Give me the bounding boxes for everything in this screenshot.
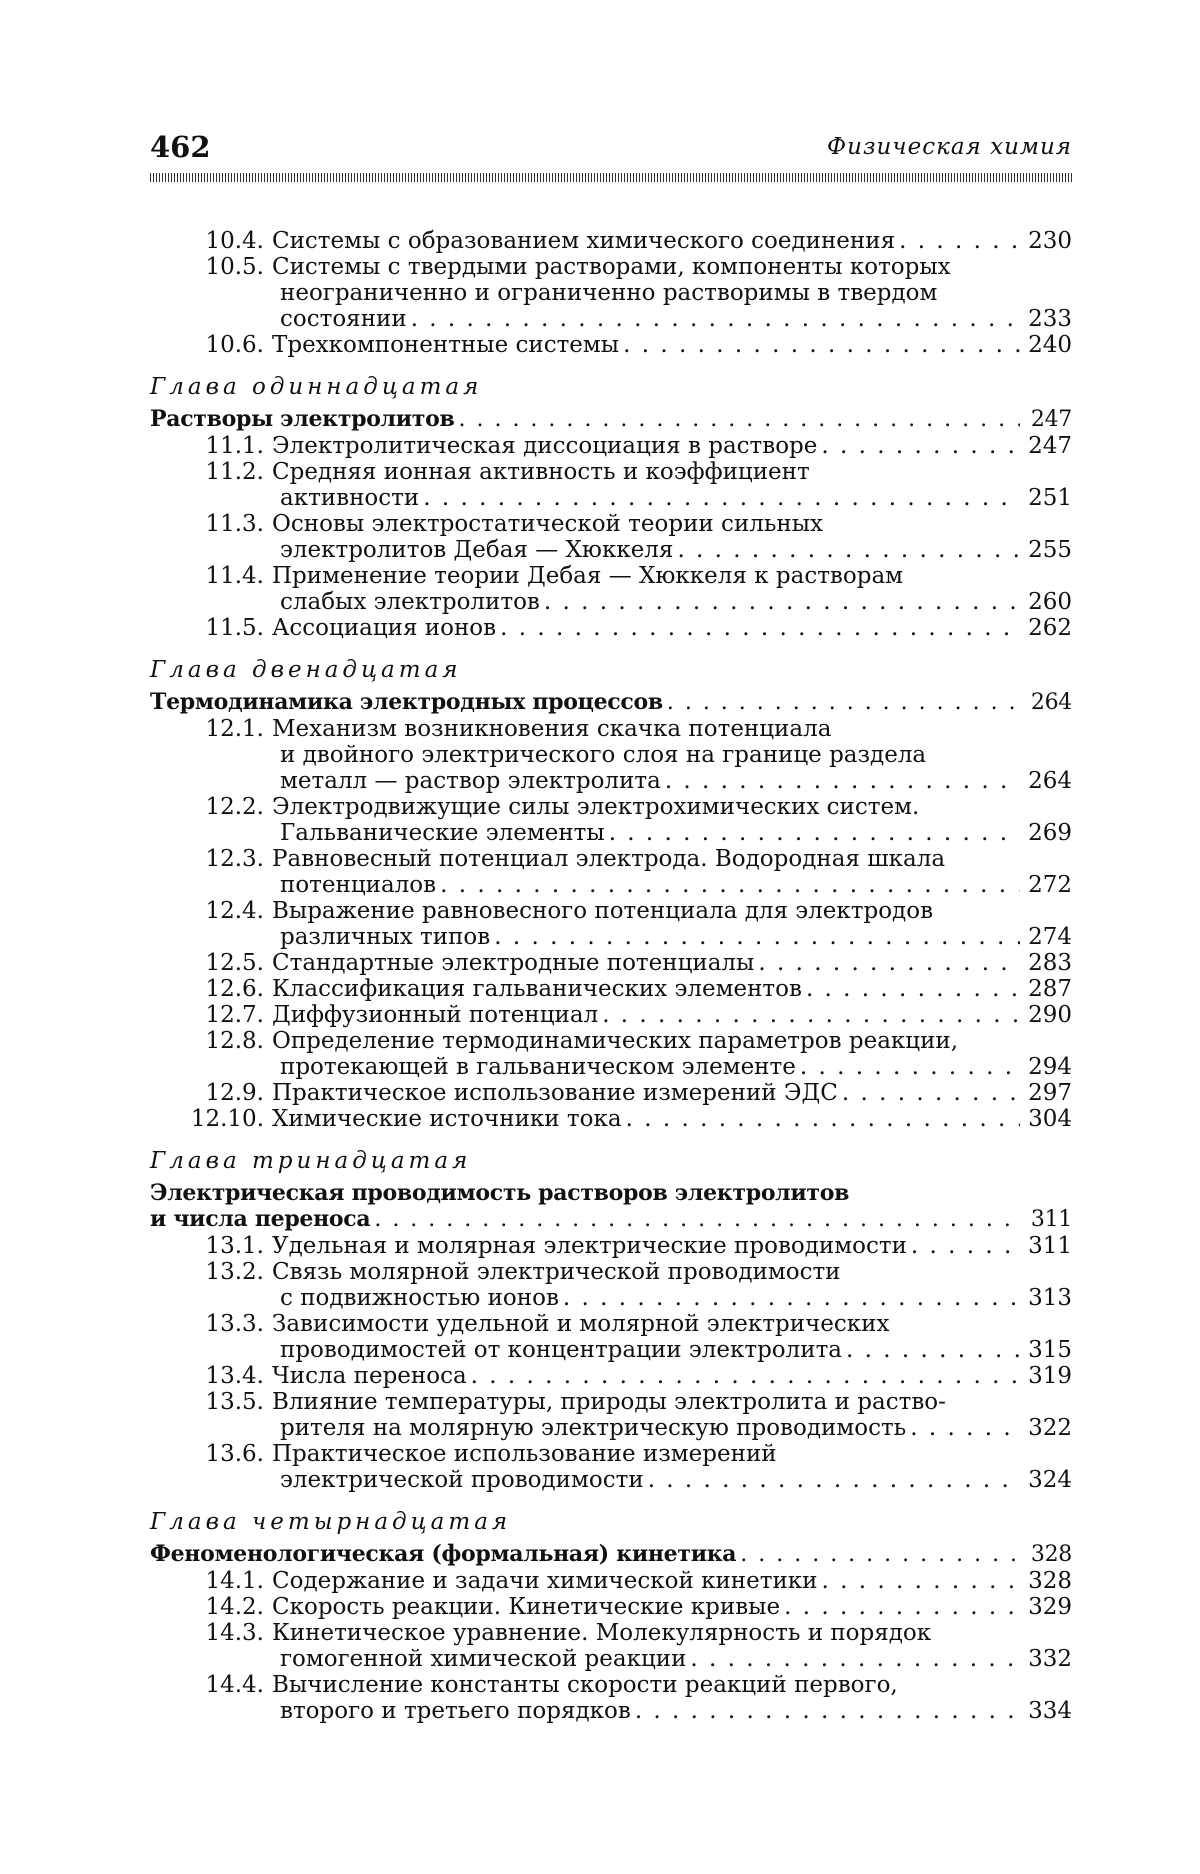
dot-leader (544, 589, 1020, 615)
toc-entry (150, 459, 1072, 511)
section-title: Влияние температуры, природы электролита и раство- (272, 1389, 946, 1415)
toc-line (150, 768, 1072, 794)
page-ref: 269 (1024, 820, 1072, 846)
page-ref: 264 (1024, 768, 1072, 794)
toc-line (150, 254, 1072, 280)
section-title: Химические источники тока (272, 1106, 622, 1132)
page-ref: 304 (1024, 1106, 1072, 1132)
toc-line (150, 1441, 1072, 1467)
page-ref: 287 (1024, 976, 1072, 1002)
toc-entry (150, 976, 1072, 1002)
toc-line (150, 1389, 1072, 1415)
section-title: Стандартные электродные потенциалы (272, 950, 754, 976)
dot-leader (821, 433, 1020, 459)
page-ref: 247 (1024, 433, 1072, 459)
section-number: 14.3. (150, 1620, 272, 1646)
dot-leader (494, 924, 1020, 950)
table-of-contents (150, 228, 1072, 1724)
chapter-label: Глава двенадцатая (150, 657, 1072, 683)
toc-line (150, 1467, 1072, 1493)
toc-entry (150, 1028, 1072, 1080)
dot-leader (471, 1363, 1020, 1389)
dot-leader (784, 1594, 1020, 1620)
dot-leader (822, 1568, 1021, 1594)
toc-line (150, 898, 1072, 924)
toc-entry (150, 1568, 1072, 1594)
toc-line (150, 228, 1072, 254)
toc-entry (150, 898, 1072, 950)
page-ref: 313 (1024, 1285, 1072, 1311)
page-ref: 332 (1024, 1646, 1072, 1672)
toc-line (150, 306, 1072, 332)
page-ref: 290 (1024, 1002, 1072, 1028)
section-title: Средняя ионная активность и коэффициент (272, 459, 810, 485)
section-title: Диффузионный потенциал (272, 1002, 598, 1028)
section-title: Системы с образованием химического соединения (272, 228, 895, 254)
section-title: проводимостей от концентрации электролита (280, 1337, 842, 1363)
toc-entry (150, 1594, 1072, 1620)
section-number: 10.4. (150, 228, 272, 254)
page-ref: 311 (1024, 1233, 1072, 1259)
section-title: электрической проводимости (280, 1467, 644, 1493)
section-title: неограниченно и ограниченно растворимы в твердом (280, 280, 937, 306)
toc-line (150, 563, 1072, 589)
toc-line (150, 820, 1072, 846)
dot-leader (500, 615, 1020, 641)
chapter-title (150, 406, 1072, 433)
page-ref: 255 (1024, 537, 1072, 563)
section-number: 12.6. (150, 976, 272, 1002)
page-ref: 233 (1024, 306, 1072, 332)
section-number: 14.1. (150, 1568, 272, 1594)
toc-line (150, 459, 1072, 485)
page-ref: 328 (1024, 1568, 1072, 1594)
toc-entry (150, 433, 1072, 459)
dot-leader (423, 485, 1020, 511)
chapter-title (150, 1541, 1072, 1568)
running-title: Физическая химия (827, 134, 1072, 160)
toc-line (150, 1363, 1072, 1389)
section-number: 12.1. (150, 716, 272, 742)
section-title: Содержание и задачи химической кинетики (272, 1568, 818, 1594)
toc-line (150, 846, 1072, 872)
book-page (0, 0, 1200, 1874)
page-ref: 274 (1024, 924, 1072, 950)
page-header (150, 130, 1072, 166)
toc-entry (150, 332, 1072, 358)
chapter-title-text: Растворы электролитов (150, 406, 454, 432)
toc-line (150, 1233, 1072, 1259)
page-ref: 264 (1024, 690, 1072, 716)
toc-entry (150, 794, 1072, 846)
toc-line (150, 1311, 1072, 1337)
page-ref: 247 (1024, 407, 1072, 433)
chapter-title (150, 1180, 1072, 1206)
section-title: Трехкомпонентные системы (272, 332, 619, 358)
section-title: с подвижностью ионов (280, 1285, 559, 1311)
section-title: рителя на молярную электрическую проводимость (280, 1415, 906, 1441)
toc-entry (150, 1106, 1072, 1132)
section-number: 13.3. (150, 1311, 272, 1337)
toc-entry (150, 615, 1072, 641)
toc-entry (150, 254, 1072, 332)
section-number: 12.2. (150, 794, 272, 820)
section-number: 13.4. (150, 1363, 272, 1389)
section-title: Числа переноса (272, 1363, 467, 1389)
dot-leader (665, 768, 1020, 794)
section-title: активности (280, 485, 419, 511)
dot-leader (626, 1106, 1020, 1132)
toc-entry (150, 1311, 1072, 1363)
toc-line (150, 976, 1072, 1002)
chapter-title-text: и числа переноса (150, 1206, 370, 1232)
dot-leader (842, 1080, 1020, 1106)
toc-entry (150, 228, 1072, 254)
dot-leader (635, 1698, 1020, 1724)
chapter-title-text: Феноменологическая (формальная) кинетика (150, 1541, 736, 1567)
dot-leader (667, 690, 1020, 716)
toc-entry (150, 1259, 1072, 1311)
section-number: 14.2. (150, 1594, 272, 1620)
section-title: Системы с твердыми растворами, компоненты которых (272, 254, 951, 280)
toc-line (150, 1646, 1072, 1672)
page-number: 462 (150, 130, 211, 164)
toc-line (150, 1594, 1072, 1620)
dot-leader (806, 976, 1020, 1002)
dot-leader (910, 1415, 1020, 1441)
dot-leader (677, 537, 1020, 563)
page-ref: 230 (1024, 228, 1072, 254)
header-rule (150, 173, 1072, 182)
page-ref: 251 (1024, 485, 1072, 511)
toc-line (150, 794, 1072, 820)
section-title: Вычисление константы скорости реакций первого, (272, 1672, 898, 1698)
toc-line (150, 1620, 1072, 1646)
section-number: 12.5. (150, 950, 272, 976)
toc-line (150, 1698, 1072, 1724)
dot-leader (623, 332, 1020, 358)
section-title: Классификация гальванических элементов (272, 976, 802, 1002)
section-title: Связь молярной электрической проводимости (272, 1259, 841, 1285)
section-title: Ассоциация ионов (272, 615, 496, 641)
section-title: и двойного электрического слоя на границе раздела (280, 742, 926, 768)
page-ref: 262 (1024, 615, 1072, 641)
page-ref: 334 (1024, 1698, 1072, 1724)
dot-leader (411, 306, 1020, 332)
chapter-title-text: Электрическая проводимость растворов электролитов (150, 1180, 849, 1206)
section-number: 11.4. (150, 563, 272, 589)
toc-line (150, 950, 1072, 976)
section-title: Удельная и молярная электрические проводимости (272, 1233, 907, 1259)
page-ref: 260 (1024, 589, 1072, 615)
toc-entry (150, 1620, 1072, 1672)
section-title: Практическое использование измерений (272, 1441, 777, 1467)
dot-leader (648, 1467, 1020, 1493)
toc-line (150, 615, 1072, 641)
chapter-title (150, 689, 1072, 716)
toc-line (150, 1002, 1072, 1028)
toc-line (150, 1415, 1072, 1441)
section-title: потенциалов (280, 872, 436, 898)
toc-line (150, 485, 1072, 511)
toc-line (150, 872, 1072, 898)
section-number: 11.5. (150, 615, 272, 641)
section-number: 11.1. (150, 433, 272, 459)
dot-leader (740, 1542, 1020, 1568)
toc-entry (150, 1441, 1072, 1493)
page-ref: 311 (1024, 1207, 1072, 1233)
toc-line (150, 1054, 1072, 1080)
section-number: 10.5. (150, 254, 272, 280)
dot-leader (602, 1002, 1020, 1028)
dot-leader (911, 1233, 1020, 1259)
section-title: Практическое использование измерений ЭДС (272, 1080, 838, 1106)
section-number: 12.10. (150, 1106, 272, 1132)
section-title: металл — раствор электролита (280, 768, 661, 794)
section-title: электролитов Дебая — Хюккеля (280, 537, 673, 563)
toc-entry (150, 1363, 1072, 1389)
section-number: 12.8. (150, 1028, 272, 1054)
toc-line (150, 433, 1072, 459)
chapter-label: Глава тринадцатая (150, 1148, 1072, 1174)
section-number: 10.6. (150, 332, 272, 358)
page-ref: 329 (1024, 1594, 1072, 1620)
toc-entry (150, 1002, 1072, 1028)
toc-entry (150, 1080, 1072, 1106)
section-number: 13.6. (150, 1441, 272, 1467)
section-title: слабых электролитов (280, 589, 540, 615)
section-number: 13.2. (150, 1259, 272, 1285)
toc-entry (150, 1389, 1072, 1441)
page-ref: 328 (1024, 1542, 1072, 1568)
section-title: Электролитическая диссоциация в растворе (272, 433, 817, 459)
section-title: второго и третьего порядков (280, 1698, 631, 1724)
section-title: Зависимости удельной и молярной электрических (272, 1311, 889, 1337)
section-title: Кинетическое уравнение. Молекулярность и порядок (272, 1620, 931, 1646)
toc-line (150, 1106, 1072, 1132)
chapter-label: Глава одиннадцатая (150, 374, 1072, 400)
section-title: Равновесный потенциал электрода. Водородная шкала (272, 846, 945, 872)
section-number: 13.1. (150, 1233, 272, 1259)
dot-leader (758, 950, 1020, 976)
dot-leader (609, 820, 1020, 846)
section-number: 12.9. (150, 1080, 272, 1106)
section-title: Применение теории Дебая — Хюккеля к растворам (272, 563, 903, 589)
dot-leader (846, 1337, 1020, 1363)
section-number: 14.4. (150, 1672, 272, 1698)
section-number: 13.5. (150, 1389, 272, 1415)
toc-line (150, 924, 1072, 950)
section-number: 12.3. (150, 846, 272, 872)
toc-line (150, 1672, 1072, 1698)
toc-line (150, 1337, 1072, 1363)
chapter-title-text: Термодинамика электродных процессов (150, 689, 663, 715)
page-ref: 324 (1024, 1467, 1072, 1493)
toc-entry (150, 950, 1072, 976)
page-ref: 319 (1024, 1363, 1072, 1389)
dot-leader (899, 228, 1020, 254)
section-number: 12.4. (150, 898, 272, 924)
section-title: протекающей в гальваническом элементе (280, 1054, 796, 1080)
toc-line (150, 1568, 1072, 1594)
dot-leader (374, 1207, 1020, 1233)
section-title: Механизм возникновения скачка потенциала (272, 716, 831, 742)
dot-leader (440, 872, 1020, 898)
dot-leader (563, 1285, 1020, 1311)
section-number: 11.2. (150, 459, 272, 485)
toc-line (150, 1028, 1072, 1054)
toc-line (150, 511, 1072, 537)
toc-line (150, 1080, 1072, 1106)
section-title: различных типов (280, 924, 490, 950)
section-title: Основы электростатической теории сильных (272, 511, 823, 537)
page-ref: 272 (1024, 872, 1072, 898)
toc-entry (150, 511, 1072, 563)
toc-line (150, 280, 1072, 306)
section-title: Выражение равновесного потенциала для электродов (272, 898, 933, 924)
page-ref: 297 (1024, 1080, 1072, 1106)
dot-leader (458, 407, 1020, 433)
toc-entry (150, 846, 1072, 898)
section-title: Определение термодинамических параметров реакции, (272, 1028, 958, 1054)
page-ref: 240 (1024, 332, 1072, 358)
chapter-title (150, 1206, 1072, 1233)
toc-entry (150, 1672, 1072, 1724)
toc-line (150, 716, 1072, 742)
page-ref: 315 (1024, 1337, 1072, 1363)
toc-line (150, 742, 1072, 768)
toc-line (150, 1285, 1072, 1311)
toc-entry (150, 716, 1072, 794)
section-number: 12.7. (150, 1002, 272, 1028)
page-ref: 322 (1024, 1415, 1072, 1441)
section-title: состоянии (280, 306, 407, 332)
section-title: Гальванические элементы (280, 820, 605, 846)
dot-leader (690, 1646, 1020, 1672)
toc-line (150, 1259, 1072, 1285)
section-title: Электродвижущие силы электрохимических систем. (272, 794, 919, 820)
toc-entry (150, 1233, 1072, 1259)
toc-entry (150, 563, 1072, 615)
section-number: 11.3. (150, 511, 272, 537)
toc-line (150, 589, 1072, 615)
page-ref: 283 (1024, 950, 1072, 976)
dot-leader (800, 1054, 1020, 1080)
page-ref: 294 (1024, 1054, 1072, 1080)
section-title: гомогенной химической реакции (280, 1646, 686, 1672)
section-title: Скорость реакции. Кинетические кривые (272, 1594, 780, 1620)
chapter-label: Глава четырнадцатая (150, 1509, 1072, 1535)
toc-line (150, 537, 1072, 563)
toc-line (150, 332, 1072, 358)
